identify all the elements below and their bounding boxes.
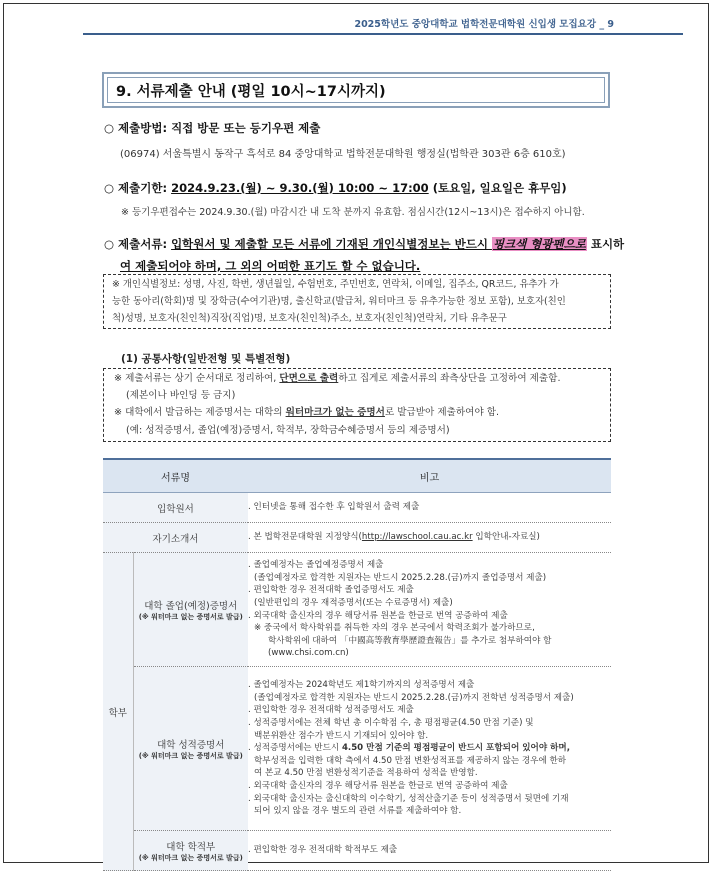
common-note-line: (예: 성적증명서, 졸업(예정)증명서, 학적부, 장학금수혜증명서 등의 제증명서) <box>126 424 450 436</box>
note-line: . 편입학한 경우 전적대학 졸업증명서도 제출 <box>248 585 414 596</box>
note-line: ※ 중국에서 학사학위를 취득한 자의 경우 본국에서 학력조회가 불가하므로, <box>254 623 535 634</box>
note-line: 학부성적을 입력한 대학 측에서 4.50 만점 변환성적표를 제공하지 않는 경우에 한하 <box>254 755 567 766</box>
common-note-text: ※ 제출서류는 상기 순서대로 정리하여, <box>114 373 280 384</box>
lawschool-link[interactable]: http://lawschool.cau.ac.kr <box>361 532 473 543</box>
common-note-text: ※ 대학에서 발급하는 제증명서는 대학의 <box>114 407 286 419</box>
document-subnote: (※ 워터마크 없는 증명서로 발급) <box>138 853 243 862</box>
common-note-emphasis: 워터마크가 없는 증명서 <box>285 407 385 419</box>
document-note <box>248 523 611 553</box>
submission-deadline <box>104 180 567 196</box>
header-rule <box>83 33 683 35</box>
table-header-row <box>103 459 611 493</box>
personal-info-line: ※ 개인식별정보: 성명, 사진, 학번, 생년월일, 수험번호, 주민번호, 연락처, 이메일, 집주소, QR코드, 유추가 가 <box>112 279 559 290</box>
document-name <box>133 553 248 667</box>
column-header: 비고 <box>248 459 611 493</box>
document-name: 입학원서 <box>103 493 248 523</box>
document-note: . 인터넷을 통해 접수한 후 입학원서 출력 제출 <box>248 493 611 523</box>
documents-table <box>103 458 611 871</box>
deadline-note: ※ 등기우편접수는 2024.9.30.(월) 마감시간 내 도착 분까지 유효함. 점심시간(12시~13시)은 접수하지 아니함. <box>121 207 585 218</box>
note-text: . 본 법학전문대학원 지정양식( <box>248 532 362 543</box>
common-note-emphasis: 단면으로 출력 <box>279 373 339 384</box>
note-line: (졸업예정자로 합격한 지원자는 반드시 2025.2.28.(금)까지 졸업증명서 제출) <box>254 572 547 583</box>
document-note <box>248 667 611 831</box>
table-row <box>103 493 611 523</box>
note-line: (일반편입의 경우 재적증명서(또는 수료증명서) 제출) <box>254 597 453 608</box>
document-note: . 편입학한 경우 전적대학 학적부도 제출 <box>248 831 611 871</box>
group-label: 학부 <box>103 553 133 871</box>
personal-info-note <box>103 274 611 329</box>
note-line: 학사학위에 대하여 「中國高等敎育學歷證査報告」를 추가로 첨부하여야 함 <box>268 635 552 646</box>
submission-address: (06974) 서울특별시 동작구 흑석로 84 중앙대학교 법학전문대학원 행정실(법학관 303관 6층 610호) <box>120 149 566 160</box>
note-text: . 성적증명서에는 반드시 <box>248 743 342 754</box>
column-header: 서류명 <box>103 459 248 493</box>
document-name <box>133 831 248 871</box>
section-title-box <box>102 72 610 108</box>
note-line: . 성적증명서에는 전체 학년 총 이수학점 수, 총 평점평균(4.50 만점 기준) 및 <box>248 718 534 729</box>
common-note-text: 하고 집게로 제출서류의 좌측상단을 고정하여 제출함. <box>338 373 561 384</box>
note-line: (졸업예정자로 합격한 지원자는 반드시 2025.2.28.(금)까지 전학년 성적증명서 제출) <box>254 692 574 703</box>
common-notes <box>103 368 611 442</box>
documents-line-2 <box>120 258 420 274</box>
deadline-suffix: (토요일, 일요일은 휴무임) <box>428 181 567 195</box>
note-line: (www.chsi.com.cn) <box>268 648 349 659</box>
document-subnote: (※ 워터마크 없는 증명서로 발급) <box>138 751 243 760</box>
note-line <box>248 742 611 755</box>
deadline-prefix: ○ 제출기한: <box>104 181 172 195</box>
personal-info-line: 능한 동아리(학회)명 및 장학금(수여기관)명, 출신학교(발급처, 워터마크 등 유추가능한 정보 포함), 보호자(친인 <box>112 296 566 308</box>
common-note-line <box>114 370 604 387</box>
document-title: 대학 학적부 <box>166 841 216 853</box>
documents-line-2-text: 여 제출되어야 하며, 그 외의 어떠한 표기도 할 수 없습니다. <box>120 259 421 273</box>
common-note-text: 로 발급받아 제출하여야 함. <box>384 407 500 419</box>
common-note-line <box>114 404 604 421</box>
note-line: . 외국대학 출신자의 경우 해당서류 원본을 한글로 번역 공증하여 제출 <box>248 780 508 791</box>
document-name: 자기소개서 <box>103 523 248 553</box>
note-line: . 외국대학 출신자의 경우 해당서류 원본을 한글로 번역 공증하여 제출 <box>248 610 508 621</box>
document-note <box>248 553 611 667</box>
note-line: . 졸업예정자는 2024학년도 제1학기까지의 성적증명서 제출 <box>248 680 475 691</box>
section-title: 9. 서류제출 안내 (평일 10시~17시까지) <box>107 77 605 103</box>
note-line: . 외국대학 출신자는 출신대학의 이수학기, 성적산출기준 등이 성적증명서 뒷면에 기재 <box>248 793 569 804</box>
submission-method: ○ 제출방법: 직접 방문 또는 등기우편 제출 <box>104 121 321 135</box>
note-emphasis: 4.50 만점 기준의 평점평균이 반드시 포함되어 있어야 하며, <box>341 743 570 754</box>
running-header: 2025학년도 중앙대학교 법학전문대학원 신입생 모집요강 _ 9 <box>354 19 614 30</box>
note-line: . 편입학한 경우 전적대학 성적증명서도 제출 <box>248 705 414 716</box>
note-line: . 졸업예정자는 졸업예정증명서 제출 <box>248 560 384 571</box>
deadline-period: 2024.9.23.(월) ~ 9.30.(월) 10:00 ~ 17:00 <box>171 181 429 195</box>
document-title: 대학 졸업(예정)증명서 <box>144 600 238 612</box>
common-heading: (1) 공통사항(일반전형 및 특별전형) <box>121 353 291 365</box>
note-line: 백분위환산 점수가 반드시 기재되어 있어야 함. <box>254 730 429 741</box>
table-row <box>103 667 611 831</box>
documents-line-1 <box>104 236 624 252</box>
document-name <box>133 667 248 831</box>
personal-info-line: 척)성명, 보호자(친인척)직장(직업)명, 보호자(친인척)주소, 보호자(친인척)연락처, 기타 유추문구 <box>112 313 507 325</box>
document-subnote: (※ 워터마크 없는 증명서로 발급) <box>138 612 243 621</box>
documents-rule: 입학원서 및 제출할 모든 서류에 기재된 개인식별정보는 반드시 <box>171 237 492 251</box>
note-line: 되어 있지 않을 경우 별도의 관련 서류를 제출하여야 함. <box>254 806 462 817</box>
document-title: 대학 성적증명서 <box>157 739 225 751</box>
table-row <box>103 553 611 667</box>
documents-rule-tail: 표시하 <box>586 237 625 251</box>
documents-label: ○ 제출서류: <box>104 237 172 251</box>
note-text: 입학안내-자료실) <box>472 532 540 543</box>
pink-highlight-text: 핑크색 형광펜으로 <box>492 237 586 251</box>
note-line: 여 본교 4.50 만점 변환성적기준을 적용하여 성적을 반영함. <box>254 768 478 779</box>
common-note-line: (제본이나 바인딩 등 금지) <box>126 390 236 402</box>
table-row <box>103 523 611 553</box>
table-row <box>103 831 611 871</box>
